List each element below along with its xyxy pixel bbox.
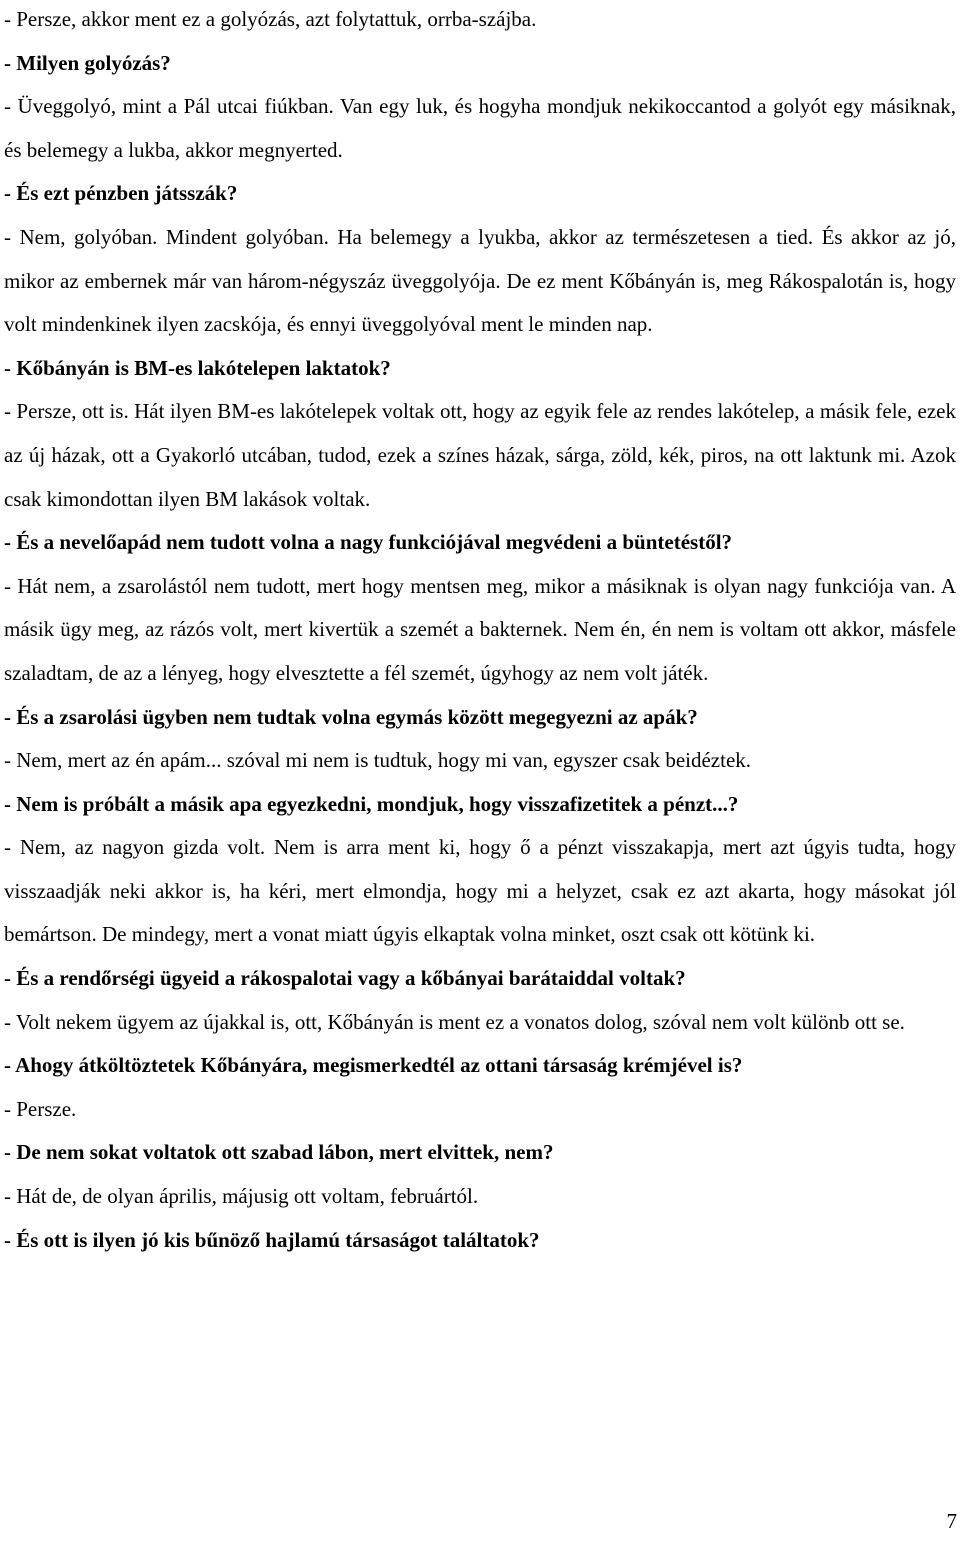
answer-paragraph: - Hát de, de olyan április, májusig ott voltam, februártól. xyxy=(4,1184,479,1209)
answer-paragraph: - Üveggolyó, mint a Pál utcai fiúkban. Van egy luk, és hogyha mondjuk nekikoccantod a golyót egy másiknak, és belemegy a lukba, akkor megnyerted. xyxy=(4,94,956,162)
page-number: 7 xyxy=(946,1509,957,1533)
question-paragraph: - És a nevelőapád nem tudott volna a nagy funkciójával megvédeni a büntetéstől? xyxy=(4,530,733,555)
answer-paragraph: - Persze. xyxy=(4,1096,77,1121)
answer-paragraph: - Persze, ott is. Hát ilyen BM-es lakótelepek voltak ott, hogy az egyik fele az rendes lakótelep, a másik fele, ezek az új házak, ott a Gyakorló utcában, tudod, ezek a színes házak, sárga, zöld, kék, piros, na ott laktunk mi. Azok csak kimondottan ilyen BM lakások voltak. xyxy=(4,399,956,511)
answer-paragraph: - Nem, mert az én apám... szóval mi nem is tudtuk, hogy mi van, egyszer csak beidéztek. xyxy=(4,748,752,773)
question-paragraph: - És a zsarolási ügyben nem tudtak volna egymás között megegyezni az apák? xyxy=(4,704,698,729)
answer-paragraph: - Nem, az nagyon gizda volt. Nem is arra ment ki, hogy ő a pénzt visszakapja, mert azt úgyis tudta, hogy visszaadják neki akkor is, ha kéri, mert elmondja, hogy mi a helyzet, csak ez azt akarta, hogy másokat jól bemártson. De mindegy, mert a vonat miatt úgyis elkaptak volna minket, oszt csak ott kötünk ki. xyxy=(4,835,956,947)
question-paragraph: - Kőbányán is BM-es lakótelepen laktatok? xyxy=(4,355,391,380)
question-paragraph: - És ezt pénzben játsszák? xyxy=(4,181,238,206)
document-body xyxy=(4,0,956,1262)
question-paragraph: - De nem sokat voltatok ott szabad lábon, mert elvittek, nem? xyxy=(4,1140,554,1165)
answer-paragraph: - Volt nekem ügyem az újakkal is, ott, Kőbányán is ment ez a vonatos dolog, szóval nem volt különb ott se. xyxy=(4,1009,905,1034)
question-paragraph: - És a rendőrségi ügyeid a rákospalotai vagy a kőbányai barátaiddal voltak? xyxy=(4,966,686,991)
question-paragraph: - És ott is ilyen jó kis bűnöző hajlamú társaságot találtatok? xyxy=(4,1227,540,1252)
answer-paragraph: - Nem, golyóban. Mindent golyóban. Ha belemegy a lyukba, akkor az természetesen a tied. És akkor az jó, mikor az embernek már van három-négyszáz üveggolyója. De ez ment Kőbányán is, meg Rákospalotán is, hogy volt mindenkinek ilyen zacskója, és ennyi üveggolyóval ment le minden nap. xyxy=(4,224,956,337)
answer-paragraph: - Persze, akkor ment ez a golyózás, azt folytattuk, orrba-szájba. xyxy=(4,7,537,31)
question-paragraph: - Milyen golyózás? xyxy=(4,50,171,75)
answer-paragraph: - Hát nem, a zsarolástól nem tudott, mert hogy mentsen meg, mikor a másiknak is olyan nagy funkciója van. A másik ügy meg, az rázós volt, mert kivertük a szemét a bakternek. Nem én, én nem is voltam ott akkor, másfele szaladtam, de az a lényeg, hogy elvesztette a fél szemét, úgyhogy az nem volt játék. xyxy=(4,573,956,685)
question-paragraph: - Ahogy átköltöztetek Kőbányára, megismerkedtél az ottani társaság krémjével is? xyxy=(4,1053,743,1078)
question-paragraph: - Nem is próbált a másik apa egyezkedni, mondjuk, hogy visszafizetitek a pénzt...? xyxy=(4,791,739,816)
